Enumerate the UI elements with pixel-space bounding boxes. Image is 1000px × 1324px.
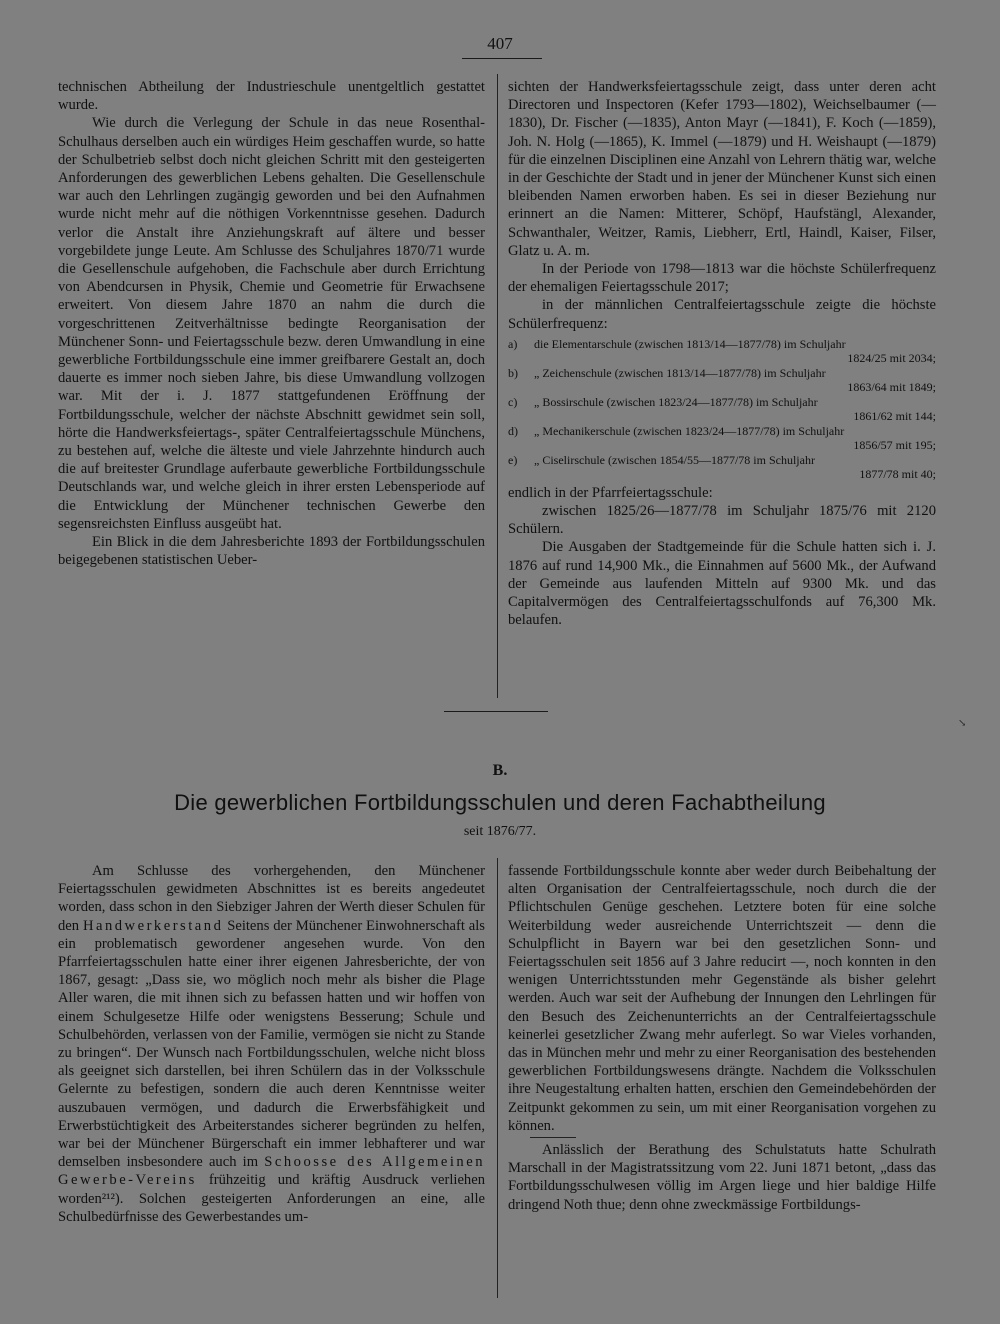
- list-item-text: „ Zeichenschule (zwischen 1813/14—1877/78) im Schuljahr: [534, 365, 826, 380]
- paragraph-rule: [530, 1137, 576, 1138]
- emphasized-text: Schoosse des Allgemeinen Gewerbe-Vereins: [58, 1154, 485, 1189]
- column-divider: [497, 74, 498, 698]
- list-item-label: d): [508, 423, 518, 438]
- paragraph: [58, 862, 485, 1226]
- column-divider: [497, 858, 498, 1298]
- list-item-year: 1824/25 mit 2034;: [847, 351, 936, 366]
- top-right-column: [508, 78, 936, 629]
- list-item-label: c): [508, 394, 518, 409]
- bottom-left-column: [58, 862, 485, 1226]
- list-item-label: a): [508, 336, 518, 351]
- section-letter: B.: [492, 762, 508, 779]
- list-item: [508, 337, 936, 366]
- list-item-year: 1856/57 mit 195;: [853, 438, 936, 453]
- frequency-list: [508, 337, 936, 482]
- paragraph: Wie durch die Verlegung der Schule in das neue Rosenthal-Schulhaus derselben auch ein würdiges Heim geschaffen wurde, so hatte der Schulbetrieb selbst doch nicht gleichen Schritt mit den gesteigerten Anforderungen des gewerblichen Lebens gehalten. Die Gesellenschule war auch den Lehrlingen zugängig geworden und bei den Aufnahmen wurde nicht mehr auf die nöthigen Vorkenntnisse gesehen. Dadurch verlor die Anstalt ihre Anziehungskraft auf ältere und besser vorgebildete junge Leute. Am Schlusse des Schuljahres 1870/71 wurde die Gesellenschule aufgehoben, die Fachschule aber durch Errichtung von Abendcursen in Physik, Chemie und Geometrie für Erwachsene erweitert. Von diesem Jahre 1870 an nahm die durch die vorgeschrittenen Zeitverhältnisse bedingte Reorganisation der Münchener Sonn- und Feiertagsschule bezw. deren Umwandlung in eine gewerbliche Fortbildungsschule eine immer greifbarere Gestalt an, doch dauerte es immer noch sieben Jahre, bis diese Umwandlung vollzogen war. Mit der i. J. 1877 stattgefundenen Eröffnung der Fortbildungsschule, welcher der nächste Abschnitt gewidmet sein soll, hörte die Handwerksfeiertags-, später Centralfeiertagsschule Münchens, zu bestehen auf, welche die älteste und viele Jahrzehnte hindurch auch die auf breitester Grundlage auferbaute gewerbliche Fortbildungsschule Deutschlands war, und welche gleich in ihrer ersten Lebensperiode auf die Entwicklung der Münchener technischen Gewerbe den segensreichsten Einfluss ausgeübt hat.: [58, 115, 485, 532]
- paragraph: fassende Fortbildungsschule konnte aber weder durch Beibehaltung der alten Organisation der Centralfeiertagsschule, noch durch die der Pflichtschulen Genüge geschehen. Letztere boten für eine solche Weiterbildung weder ausreichende Unterrichtszeit — denn die Schulpflicht in Bayern war bei den gesetzlichen Sonn- und Feiertagsschulen seit 1856 auf 3 Jahre reducirt —, noch konnten in den wenigen Unterrichtsstunden mehr Gegenstände als bisher gelehrt werden. Auch war seit der Aufhebung der Innungen den Lehrlingen für den Besuch des Zeichenunterrichts an der Centralfeiertagsschule keinerlei gesetzlicher Zwang mehr auferlegt. So war Vieles vorhanden, das in München mehr und mehr zu einer Reorganisation des bestehenden gewerblichen Fortbildungswesens drängte. Nachdem die Volksschulen ihre Neugestaltung erhalten hatten, erschien den Gemeindebehörden der Zeitpunkt gekommen zu sein, um mit einer Reorganisation vorgehen zu können.: [508, 863, 936, 1134]
- list-item-label: b): [508, 365, 518, 380]
- emphasized-text: Handwerkerstand: [82, 917, 224, 934]
- paragraph: zwischen 1825/26—1877/78 im Schuljahr 1875/76 mit 2120 Schülern.: [508, 503, 936, 538]
- paragraph: In der Periode von 1798—1813 war die höchste Schülerfrequenz der ehemaligen Feiertagsschule 2017;: [508, 261, 936, 296]
- list-item-text: „ Bossirschule (zwischen 1823/24—1877/78) im Schuljahr: [534, 394, 818, 409]
- bottom-right-column: [508, 862, 936, 1214]
- text-run: frühzeitig und kräftig Ausdruck verliehen worden²¹²). Solchen gesteigerten Anforderungen an eine, alle Schulbedürfnisse des Gewerbestandes um-: [58, 1172, 485, 1225]
- page-number-rule: [462, 58, 542, 59]
- paragraph: sichten der Handwerksfeiertagsschule zeigt, dass unter deren acht Directoren und Inspectoren (Kefer 1793—1802), Weichselbaumer (—1830), Dr. Fischer (—1835), Anton Mayr (—1841), F. Koch (—1859), Joh. N. Holg (—1865), K. Immel (—1879) und H. Weishaupt (—1879) für die einzelnen Disciplinen eine Anzahl von Lehrern thätig war, welche in der Geschichte der Stadt und in jener der Münchener Kunst sich einen bleibenden Namen erworben haben. Es sei in dieser Beziehung nur erinnert an die Namen: Mitterer, Schöpf, Haufstängl, Alexander, Schwanthaler, Weitzer, Ramis, Liebherr, Ertl, Haindl, Kaiser, Filser, Glatz u. A. m.: [508, 79, 936, 259]
- list-item: [508, 424, 936, 453]
- list-item: [508, 395, 936, 424]
- top-left-column: [58, 78, 485, 569]
- list-item-text: „ Ciselirschule (zwischen 1854/55—1877/78 im Schuljahr: [534, 452, 815, 467]
- paragraph: Anlässlich der Berathung des Schulstatuts hatte Schulrath Marschall in der Magistratssitzung vom 22. Juni 1871 betont, „dass das Fortbildungsschulwesen völlig im Argen liege und hier baldige Hilfe dringend Noth thue; denn ohne zweckmässige Fortbildungs-: [508, 1142, 936, 1213]
- list-item: [508, 453, 936, 482]
- section-subtitle: seit 1876/77.: [463, 824, 537, 839]
- list-item-label: e): [508, 452, 518, 467]
- list-item-year: 1861/62 mit 144;: [853, 409, 936, 424]
- paragraph: Die Ausgaben der Stadtgemeinde für die Schule hatten sich i. J. 1876 auf rund 14,900 Mk., die Einnahmen auf 5600 Mk., der Aufwand der Gemeinde aus laufenden Mitteln auf 9300 Mk. und das Capitalvermögen des Centralfeiertagsschulfonds auf 76,300 Mk. belaufen.: [508, 539, 936, 629]
- section-separator: [444, 711, 548, 712]
- paragraph: endlich in der Pfarrfeiertagsschule:: [508, 484, 713, 501]
- list-item-year: 1863/64 mit 1849;: [847, 380, 936, 395]
- paragraph: technischen Abtheilung der Industrieschule unentgeltlich gestattet wurde.: [58, 79, 485, 114]
- list-item-text: „ Mechanikerschule (zwischen 1823/24—1877/78) im Schuljahr: [534, 423, 845, 438]
- print-speck: ↘: [958, 718, 967, 729]
- list-item: [508, 366, 936, 395]
- text-run: Seitens der Münchener Einwohnerschaft als ein problematisch gewordener angesehen wurde. Von den Pfarrfeiertagsschulen hatte einer ihrer eigenen Jahresberichte, der von 1867, gesagt: „Dass sie, wo möglich noch mehr als bisher die Plage Aller waren, die mit ihnen sich zu befassen hatten und wir hoffen von einem Schulgesetze Hilfe oder wenigstens Besserung; Schule und Schulbehörden, verlassen von der Familie, vermögen sie nicht zu Stande zu bringen“. Der Wunsch nach Fortbildungsschulen, welche nicht bloss als geeignet sich darstellen, bei ihren Schülern das in der Volksschule Gelernte zu befestigen, sondern die auch deren Kenntnisse weiter auszubauen vermögen, und dadurch die Erwerbsfähigkeit und Erwerbstüchtigkeit des Arbeiterstandes sicherer begründen zu helfen, war bei der Münchener Bürgerschaft ein immer lebhafterer und war demselben insbesondere auch im: [58, 917, 485, 1171]
- section-title: Die gewerblichen Fortbildungsschulen und deren Fachabtheilung: [174, 790, 826, 815]
- list-item-year: 1877/78 mit 40;: [859, 467, 936, 482]
- text-run: Am Schlusse des vorhergehenden, den Münchener Feiertagsschulen gewidmeten Abschnittes ist es bereits angedeutet worden, dass schon in den Siebziger Jahren der Werth dieser Schulen für den: [58, 863, 485, 934]
- list-item-text: die Elementarschule (zwischen 1813/14—1877/78) im Schuljahr: [534, 336, 846, 351]
- page-number: 407: [487, 34, 513, 53]
- paragraph: in der männlichen Centralfeiertagsschule zeigte die höchste Schülerfrequenz:: [508, 297, 936, 332]
- paragraph: Ein Blick in die dem Jahresberichte 1893 der Fortbildungsschulen beigegebenen statistischen Ueber-: [58, 534, 485, 569]
